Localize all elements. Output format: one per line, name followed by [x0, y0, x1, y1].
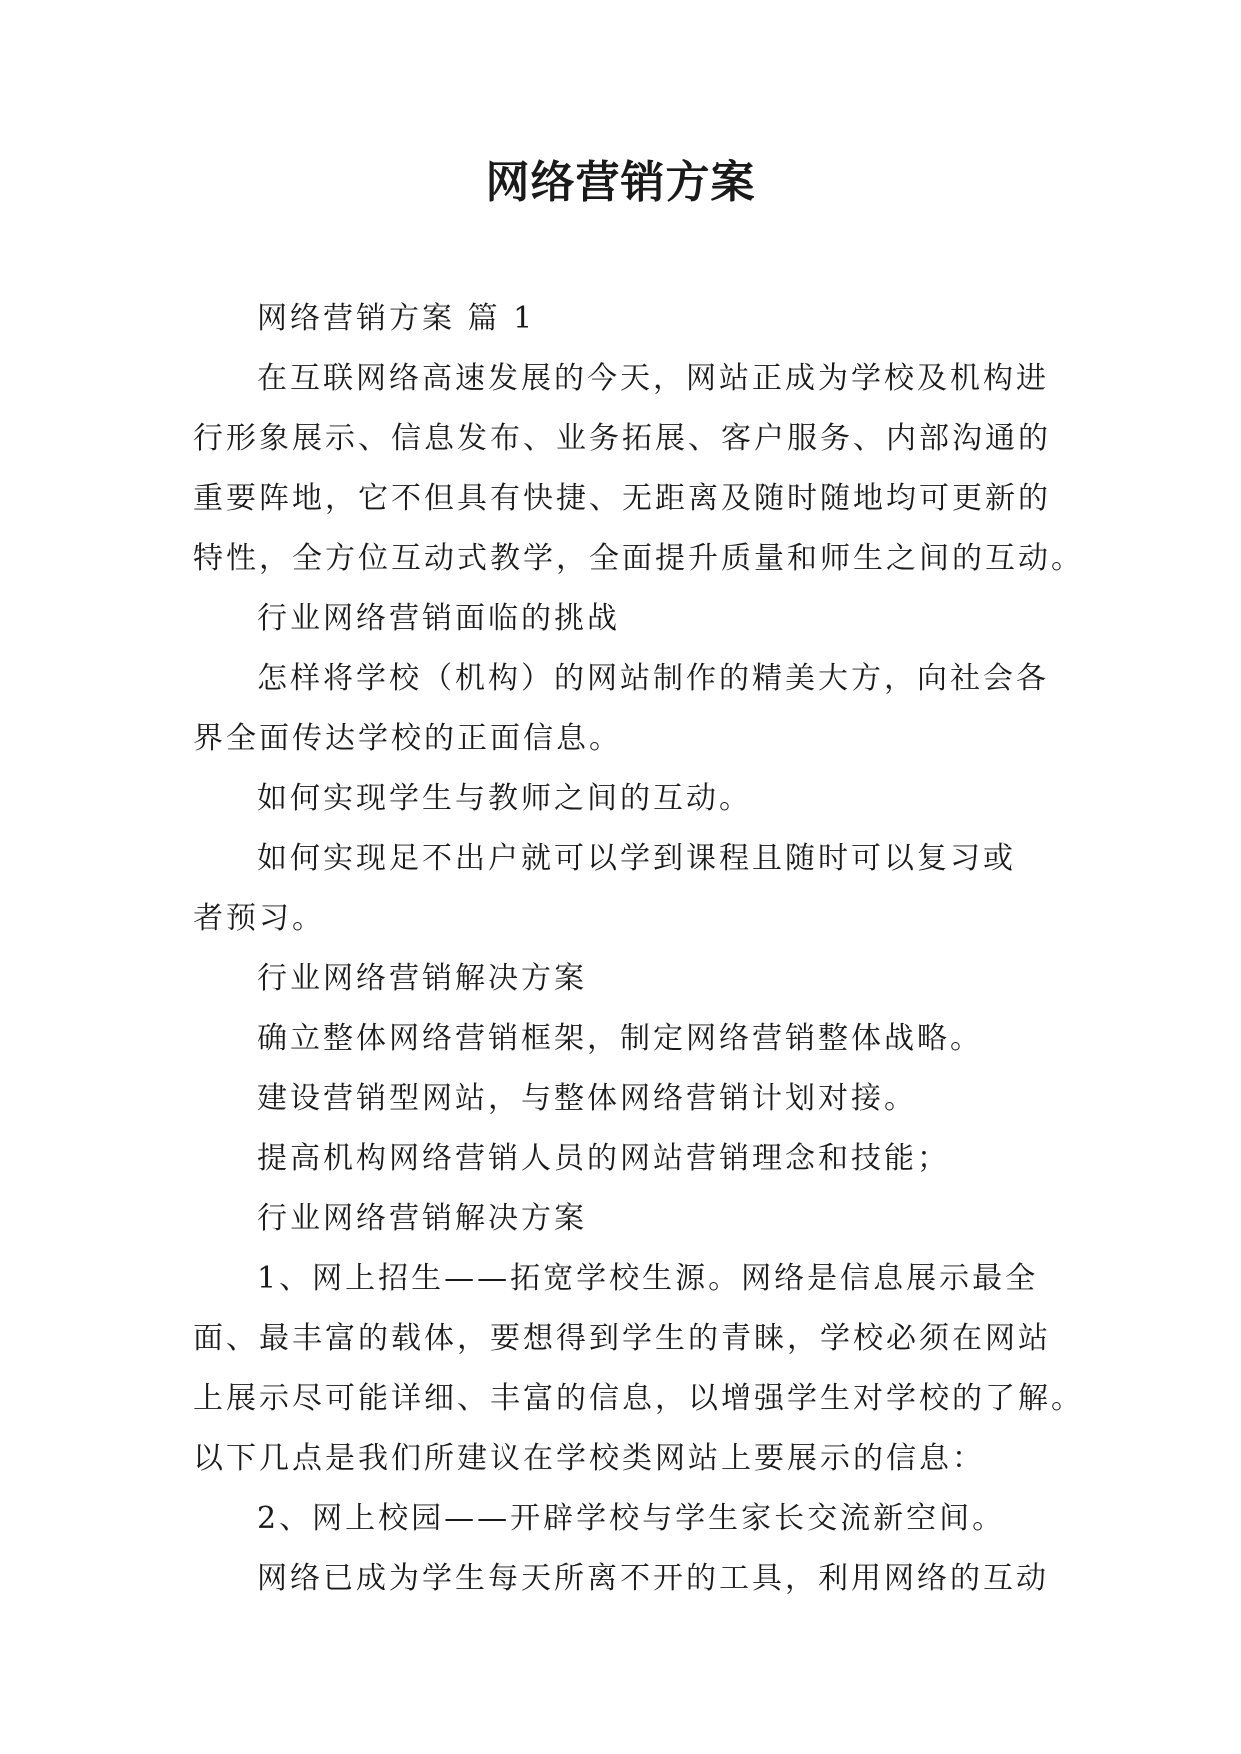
- paragraph: [193, 1129, 1053, 1189]
- paragraph: [193, 1009, 1053, 1069]
- paragraph-line: 行业网络营销面临的挑战: [257, 601, 620, 636]
- paragraph-line: 面、最丰富的载体，要想得到学生的青睐，学校必须在网站: [193, 1321, 1051, 1356]
- paragraph-line: 重要阵地，它不但具有快捷、无距离及随时随地均可更新的: [193, 481, 1051, 516]
- paragraph-line: 行业网络营销解决方案: [257, 961, 587, 996]
- paragraph: [193, 349, 1084, 589]
- section-heading: [193, 289, 1053, 349]
- paragraph: [193, 769, 1053, 829]
- paragraph-line: 特性，全方位互动式教学，全面提升质量和师生之间的互动。: [193, 541, 1084, 576]
- paragraph-line: 行形象展示、信息发布、业务拓展、客户服务、内部沟通的: [193, 421, 1051, 456]
- paragraph-line: 者预习。: [193, 901, 325, 936]
- paragraph-line: 网络已成为学生每天所离不开的工具，利用网络的互动: [257, 1561, 1049, 1596]
- paragraph-line: 提高机构网络营销人员的网站营销理念和技能；: [257, 1141, 950, 1176]
- paragraph: [193, 649, 1053, 769]
- paragraph-line: 在互联网络高速发展的今天，网站正成为学校及机构进: [257, 361, 1049, 396]
- paragraph-line: 怎样将学校（机构）的网站制作的精美大方，向社会各: [257, 661, 1049, 696]
- document-title: 网络营销方案: [485, 157, 756, 208]
- paragraph: [193, 1489, 1053, 1549]
- paragraph-line: 1、网上招生——拓宽学校生源。网络是信息展示最全: [257, 1261, 1039, 1296]
- section-heading: [193, 1189, 1053, 1249]
- paragraph-line: 确立整体网络营销框架，制定网络营销整体战略。: [257, 1021, 983, 1056]
- paragraph: [193, 1069, 1053, 1129]
- paragraph-line: 如何实现足不出户就可以学到课程且随时可以复习或: [257, 841, 1016, 876]
- paragraph: [193, 1549, 1053, 1609]
- paragraph-line: 上展示尽可能详细、丰富的信息，以增强学生对学校的了解。: [193, 1381, 1084, 1416]
- section-heading: [193, 589, 1053, 649]
- paragraph-line: 界全面传达学校的正面信息。: [193, 721, 622, 756]
- paragraph-line: 网络营销方案 篇 1: [257, 301, 536, 336]
- paragraph: [193, 1249, 1084, 1489]
- paragraph: [193, 829, 1053, 949]
- section-heading: [193, 949, 1053, 1009]
- document-body: [193, 289, 1084, 1609]
- paragraph-line: 2、网上校园——开辟学校与学生家长交流新空间。: [257, 1501, 1006, 1536]
- paragraph-line: 建设营销型网站，与整体网络营销计划对接。: [257, 1081, 917, 1116]
- paragraph-line: 以下几点是我们所建议在学校类网站上要展示的信息：: [193, 1441, 985, 1476]
- paragraph-line: 如何实现学生与教师之间的互动。: [257, 781, 752, 816]
- paragraph-line: 行业网络营销解决方案: [257, 1201, 587, 1236]
